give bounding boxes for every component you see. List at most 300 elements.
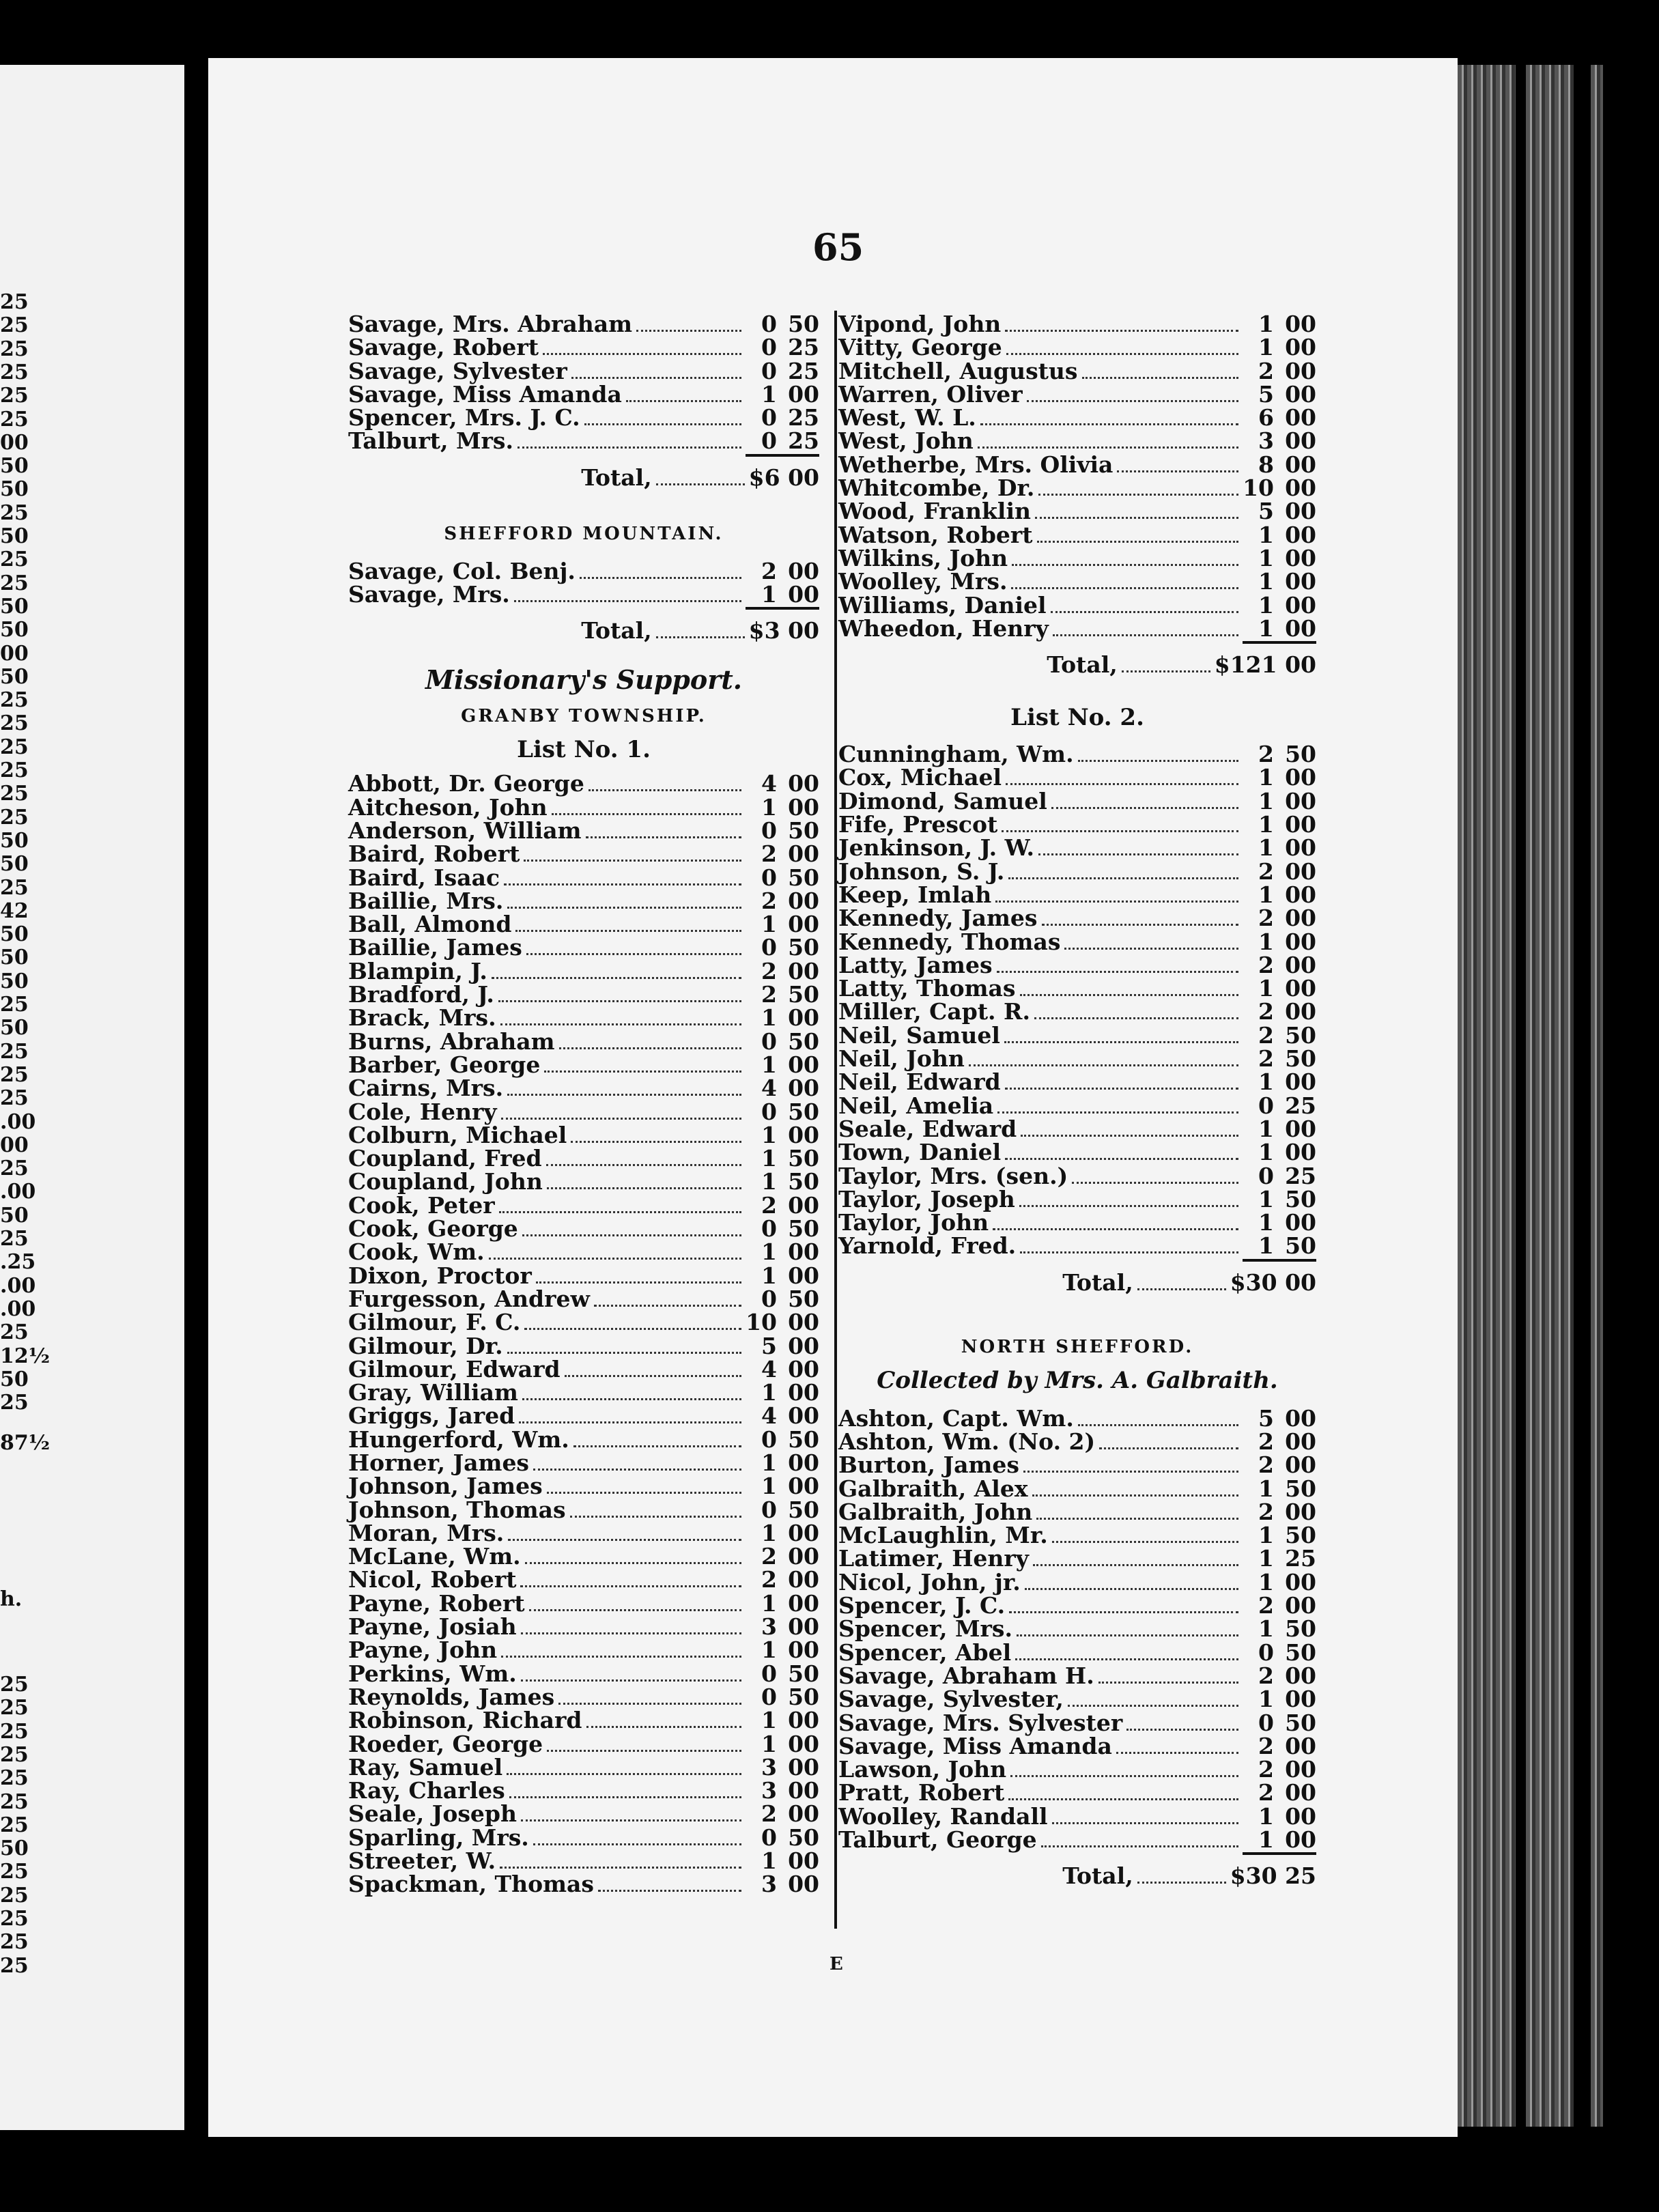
amount-cents: 00 bbox=[788, 840, 819, 868]
amount-dollars: 1 bbox=[761, 380, 777, 408]
amount-dollars: 1 bbox=[1258, 1802, 1274, 1830]
list-entry bbox=[348, 1683, 819, 1710]
list-entry bbox=[838, 881, 1316, 908]
amount-cents: 00 bbox=[1285, 881, 1316, 908]
subscription-list bbox=[348, 770, 819, 1898]
book-edge bbox=[1591, 65, 1603, 2127]
amount-dollars: 2 bbox=[761, 557, 777, 584]
amount bbox=[1243, 1045, 1316, 1072]
amount-dollars: 2 bbox=[1258, 1662, 1274, 1689]
subscriber-name: Nicol, John, jr. bbox=[838, 1568, 1021, 1596]
list-entry bbox=[838, 1522, 1316, 1549]
amount bbox=[1243, 1733, 1316, 1759]
subscriber-name: Neil, Samuel bbox=[838, 1021, 1000, 1049]
amount-dollars: 1 bbox=[761, 1145, 777, 1172]
amount bbox=[746, 1168, 819, 1195]
amount-dollars: 1 bbox=[1258, 1115, 1274, 1142]
amount-cents: 00 bbox=[788, 1051, 819, 1078]
amount-cents: 00 bbox=[788, 770, 819, 797]
amount-dollars: 4 bbox=[761, 1075, 777, 1102]
amount-dollars: 1 bbox=[761, 793, 777, 821]
amount-dollars: 1 bbox=[761, 1004, 777, 1032]
section-title: NORTH SHEFFORD. bbox=[961, 1336, 1194, 1357]
subscriber-name: Yarnold, Fred. bbox=[838, 1232, 1017, 1260]
list-entry bbox=[348, 1589, 819, 1617]
amount bbox=[1243, 858, 1316, 885]
subscriber-name: Talburt, George bbox=[838, 1826, 1037, 1854]
amount-dollars: 0 bbox=[761, 1496, 777, 1523]
amount bbox=[746, 1473, 819, 1499]
amount-cents: 25 bbox=[1285, 1162, 1316, 1189]
amount-cents: 00 bbox=[788, 1332, 819, 1359]
amount bbox=[746, 1497, 819, 1523]
amount bbox=[1243, 1186, 1316, 1213]
list-entry bbox=[348, 1309, 819, 1336]
subscription-list bbox=[838, 741, 1316, 1260]
total-amount: $30 00 bbox=[1230, 1268, 1316, 1296]
list-entry bbox=[838, 521, 1316, 548]
list-entry bbox=[838, 1185, 1316, 1213]
subscriber-name: Taylor, John bbox=[838, 1209, 989, 1236]
amount-dollars: 1 bbox=[1258, 811, 1274, 838]
list-title: List No. 1. bbox=[517, 736, 651, 764]
list-entry bbox=[838, 1115, 1316, 1142]
margin-fragment: 25 bbox=[0, 1860, 29, 1884]
margin-fragment: 25 bbox=[0, 337, 29, 361]
amount bbox=[746, 1824, 819, 1851]
amount-cents: 00 bbox=[788, 793, 819, 821]
margin-fragment: 25 bbox=[0, 735, 29, 759]
amount-cents: 00 bbox=[1285, 357, 1316, 384]
margin-fragment: .00 bbox=[0, 1180, 36, 1204]
subscriber-name: Payne, Josiah bbox=[348, 1613, 517, 1641]
amount bbox=[1243, 522, 1316, 548]
subscriber-name: Cairns, Mrs. bbox=[348, 1075, 504, 1102]
list-entry bbox=[838, 544, 1316, 571]
amount-cents: 00 bbox=[1285, 451, 1316, 478]
margin-fragment: 25 bbox=[0, 407, 29, 431]
list-entry bbox=[348, 1238, 819, 1266]
amount bbox=[746, 1402, 819, 1429]
margin-fragment: 25 bbox=[0, 1813, 29, 1837]
amount-dollars: 0 bbox=[1258, 1162, 1274, 1189]
amount-cents: 00 bbox=[1285, 975, 1316, 1002]
subscriber-name: West, John bbox=[838, 427, 974, 455]
amount bbox=[746, 1449, 819, 1476]
total-row bbox=[348, 457, 819, 491]
amount bbox=[1243, 1662, 1316, 1689]
amount-cents: 00 bbox=[1285, 1826, 1316, 1854]
amount bbox=[1243, 741, 1316, 767]
amount bbox=[1243, 1022, 1316, 1049]
amount bbox=[746, 581, 819, 608]
amount bbox=[746, 840, 819, 867]
subscriber-name: Warren, Oliver bbox=[838, 380, 1023, 408]
amount-cents: 00 bbox=[1285, 1568, 1316, 1596]
amount-cents: 50 bbox=[788, 1285, 819, 1312]
subscriber-name: Baird, Robert bbox=[348, 840, 520, 868]
margin-fragment: 25 bbox=[0, 1320, 29, 1345]
total-amount: $121 00 bbox=[1214, 651, 1316, 679]
amount-dollars: 2 bbox=[761, 840, 777, 868]
list-entry bbox=[838, 1802, 1316, 1830]
amount-dollars: 4 bbox=[761, 1402, 777, 1430]
list-entry bbox=[838, 951, 1316, 978]
list-entry bbox=[348, 404, 819, 431]
margin-fragment: 25 bbox=[0, 548, 29, 572]
list-entry bbox=[348, 840, 819, 868]
amount bbox=[1243, 788, 1316, 814]
list-entry bbox=[838, 1451, 1316, 1479]
subscriber-name: Ray, Charles bbox=[348, 1777, 505, 1804]
subscriber-name: Spencer, Abel bbox=[838, 1639, 1012, 1666]
margin-fragment: 50 bbox=[0, 922, 29, 947]
amount-cents: 00 bbox=[788, 1309, 819, 1336]
amount-dollars: 2 bbox=[1258, 1021, 1274, 1049]
section-title: SHEFFORD MOUNTAIN. bbox=[444, 523, 724, 544]
amount-cents: 00 bbox=[788, 957, 819, 984]
margin-fragment: 50 bbox=[0, 946, 29, 970]
list-entry bbox=[838, 591, 1316, 619]
subscriber-name: Baillie, Mrs. bbox=[348, 887, 504, 914]
subscriber-name: Ball, Almond bbox=[348, 911, 512, 938]
amount bbox=[1243, 404, 1316, 431]
amount bbox=[1243, 592, 1316, 619]
margin-fragment: 42 bbox=[0, 898, 29, 923]
list-entry bbox=[348, 1051, 819, 1078]
subscriber-name: Savage, Robert bbox=[348, 334, 539, 361]
amount bbox=[1243, 1615, 1316, 1642]
amount-dollars: 1 bbox=[761, 1449, 777, 1476]
amount-cents: 50 bbox=[788, 1145, 819, 1172]
list-entry bbox=[838, 1232, 1316, 1260]
subscriber-name: Savage, Col. Benj. bbox=[348, 557, 576, 584]
amount bbox=[746, 1356, 819, 1382]
amount-dollars: 0 bbox=[1258, 1092, 1274, 1119]
amount bbox=[1243, 1779, 1316, 1806]
amount-cents: 00 bbox=[788, 1519, 819, 1546]
list-entry bbox=[348, 1613, 819, 1641]
margin-fragment: 25 bbox=[0, 1391, 29, 1415]
subscriber-name: Mitchell, Augustus bbox=[838, 357, 1078, 384]
list-entry bbox=[348, 1145, 819, 1172]
list-entry bbox=[348, 1496, 819, 1523]
subscriber-name: Gilmour, Edward bbox=[348, 1355, 561, 1382]
total-label: Total, bbox=[1062, 1268, 1133, 1296]
amount-dollars: 0 bbox=[761, 1426, 777, 1453]
subscriber-name: Savage, Mrs. Abraham bbox=[348, 311, 633, 337]
amount-cents: 50 bbox=[1285, 1709, 1316, 1736]
amount-dollars: 2 bbox=[761, 1191, 777, 1219]
margin-fragment: 25 bbox=[0, 1742, 29, 1767]
amount-dollars: 0 bbox=[761, 1683, 777, 1710]
amount-dollars: 1 bbox=[761, 1730, 777, 1757]
margin-fragment: 00 bbox=[0, 641, 29, 666]
list-entry bbox=[348, 1355, 819, 1382]
amount-cents: 25 bbox=[1285, 1092, 1316, 1119]
list-entry bbox=[838, 427, 1316, 455]
list-entry bbox=[838, 741, 1316, 768]
amount-dollars: 2 bbox=[1258, 1779, 1274, 1806]
subscriber-name: Anderson, William bbox=[348, 817, 582, 844]
amount bbox=[746, 1426, 819, 1453]
right-column bbox=[838, 311, 1316, 1889]
margin-fragment: 25 bbox=[0, 1039, 29, 1064]
amount bbox=[1243, 615, 1316, 642]
total-label: Total, bbox=[581, 464, 652, 491]
subscriber-name: Horner, James bbox=[348, 1449, 530, 1476]
amount bbox=[746, 1309, 819, 1335]
subscriber-name: Ashton, Capt. Wm. bbox=[838, 1404, 1074, 1432]
amount-cents: 00 bbox=[788, 1379, 819, 1406]
column-divider bbox=[834, 311, 837, 1929]
margin-fragment: 25 bbox=[0, 500, 29, 525]
list-entry bbox=[838, 1662, 1316, 1689]
amount-cents: 00 bbox=[788, 1543, 819, 1570]
amount-cents: 00 bbox=[1285, 521, 1316, 548]
list-entry bbox=[838, 1045, 1316, 1073]
list-entry bbox=[348, 1519, 819, 1546]
amount-cents: 50 bbox=[1285, 1522, 1316, 1549]
list-entry bbox=[838, 1209, 1316, 1236]
amount bbox=[746, 1122, 819, 1148]
amount bbox=[746, 911, 819, 937]
subscriber-name: Griggs, Jared bbox=[348, 1402, 515, 1430]
amount-dollars: 1 bbox=[1258, 1686, 1274, 1713]
margin-fragment: 25 bbox=[0, 875, 29, 900]
amount-dollars: 2 bbox=[1258, 741, 1274, 768]
amount bbox=[746, 1847, 819, 1874]
amount-cents: 00 bbox=[1285, 404, 1316, 431]
amount bbox=[1243, 1475, 1316, 1502]
section-heading: Missionary's Support. bbox=[425, 664, 743, 696]
list-entry bbox=[348, 1332, 819, 1359]
amount bbox=[746, 427, 819, 454]
list-entry bbox=[838, 1779, 1316, 1806]
subscriber-name: Savage, Sylvester bbox=[348, 357, 567, 384]
margin-fragment: .00 bbox=[0, 1273, 36, 1298]
subscriber-name: Payne, John bbox=[348, 1636, 498, 1664]
amount-dollars: 3 bbox=[761, 1613, 777, 1641]
amount-cents: 00 bbox=[788, 581, 819, 608]
subscriber-name: Cook, Peter bbox=[348, 1191, 495, 1219]
amount-dollars: 1 bbox=[1258, 787, 1274, 814]
subscriber-name: Wheedon, Henry bbox=[838, 614, 1049, 642]
subscriber-name: Spencer, Mrs. J. C. bbox=[348, 404, 580, 431]
margin-fragment: 25 bbox=[0, 313, 29, 338]
amount-cents: 00 bbox=[1285, 1756, 1316, 1783]
amount-cents: 00 bbox=[1285, 905, 1316, 932]
total-amount: $30 25 bbox=[1230, 1862, 1316, 1890]
amount bbox=[746, 1660, 819, 1687]
amount bbox=[746, 1613, 819, 1640]
margin-fragment: 00 bbox=[0, 1133, 29, 1157]
amount-cents: 00 bbox=[1285, 568, 1316, 595]
amount-dollars: 10 bbox=[1243, 474, 1274, 502]
total-label: Total, bbox=[1047, 651, 1118, 679]
margin-fragment: 25 bbox=[0, 1953, 29, 1978]
amount bbox=[1243, 545, 1316, 571]
amount-cents: 00 bbox=[788, 1075, 819, 1102]
subscriber-name: Pratt, Robert bbox=[838, 1779, 1005, 1806]
margin-fragment: 50 bbox=[0, 1016, 29, 1040]
list-entry bbox=[348, 1660, 819, 1687]
list-entry bbox=[348, 1800, 819, 1828]
amount-cents: 00 bbox=[1285, 1115, 1316, 1142]
list-entry bbox=[838, 568, 1316, 595]
amount-dollars: 0 bbox=[761, 357, 777, 384]
list-entry bbox=[838, 1639, 1316, 1666]
amount-dollars: 4 bbox=[761, 1355, 777, 1382]
amount bbox=[746, 404, 819, 431]
amount-cents: 00 bbox=[788, 1262, 819, 1289]
subscriber-name: Town, Daniel bbox=[838, 1139, 1002, 1166]
list-entry bbox=[838, 451, 1316, 478]
subscriber-name: Kennedy, James bbox=[838, 905, 1038, 932]
margin-fragment: 25 bbox=[0, 290, 29, 314]
amount-cents: 00 bbox=[788, 1473, 819, 1500]
list-entry bbox=[348, 981, 819, 1008]
amount-dollars: 1 bbox=[761, 1379, 777, 1406]
amount-cents: 00 bbox=[1285, 1802, 1316, 1830]
amount bbox=[1243, 1092, 1316, 1119]
amount bbox=[1243, 1803, 1316, 1830]
township-title: GRANBY TOWNSHIP. bbox=[461, 706, 707, 727]
amount-cents: 50 bbox=[1285, 1615, 1316, 1643]
amount bbox=[1243, 1639, 1316, 1666]
subscriber-name: Galbraith, John bbox=[838, 1498, 1033, 1525]
margin-fragment: .00 bbox=[0, 1109, 36, 1134]
subscriber-name: Taylor, Joseph bbox=[838, 1185, 1015, 1213]
margin-fragment: 50 bbox=[0, 618, 29, 642]
subscriber-name: Gilmour, F. C. bbox=[348, 1309, 521, 1336]
amount bbox=[1243, 427, 1316, 454]
margin-fragment: 25 bbox=[0, 1789, 29, 1814]
list-entry bbox=[838, 1068, 1316, 1096]
amount-cents: 00 bbox=[788, 1402, 819, 1430]
list-entry bbox=[348, 911, 819, 938]
amount bbox=[746, 381, 819, 408]
amount-dollars: 5 bbox=[1258, 498, 1274, 525]
amount bbox=[746, 1754, 819, 1781]
subscriber-name: Johnson, James bbox=[348, 1473, 543, 1500]
subscriber-name: Barber, George bbox=[348, 1051, 541, 1078]
subscriber-name: Ashton, Wm. (No. 2) bbox=[838, 1428, 1096, 1455]
subscriber-name: Savage, Mrs. Sylvester bbox=[838, 1709, 1123, 1736]
amount-cents: 50 bbox=[1285, 1639, 1316, 1666]
list-entry bbox=[838, 1568, 1316, 1596]
amount bbox=[1243, 764, 1316, 791]
list-entry bbox=[838, 498, 1316, 525]
amount-dollars: 0 bbox=[761, 817, 777, 844]
list-entry bbox=[838, 357, 1316, 384]
amount-dollars: 5 bbox=[1258, 380, 1274, 408]
amount-dollars: 2 bbox=[1258, 1451, 1274, 1479]
subscriber-name: Dixon, Proctor bbox=[348, 1262, 532, 1289]
margin-fragment: 25 bbox=[0, 688, 29, 713]
amount-cents: 00 bbox=[1285, 787, 1316, 814]
subscriber-name: Brack, Mrs. bbox=[348, 1004, 496, 1032]
amount bbox=[1243, 381, 1316, 408]
subscriber-name: Coupland, Fred bbox=[348, 1145, 542, 1172]
amount-cents: 00 bbox=[788, 911, 819, 938]
amount-dollars: 1 bbox=[761, 1238, 777, 1266]
subscriber-name: Hungerford, Wm. bbox=[348, 1426, 569, 1453]
list-entry bbox=[838, 1498, 1316, 1525]
margin-fragment: 25 bbox=[0, 711, 29, 736]
amount-cents: 00 bbox=[1285, 334, 1316, 361]
list-entry bbox=[348, 1871, 819, 1898]
subscriber-name: Perkins, Wm. bbox=[348, 1660, 517, 1687]
total-label: Total, bbox=[1062, 1862, 1133, 1890]
amount-cents: 50 bbox=[788, 1660, 819, 1687]
margin-fragment: 25 bbox=[0, 1930, 29, 1955]
margin-fragment: 00 bbox=[0, 430, 29, 455]
list-entry bbox=[838, 764, 1316, 791]
amount-cents: 00 bbox=[1285, 764, 1316, 791]
amount-dollars: 3 bbox=[761, 1753, 777, 1781]
subscriber-name: Cunningham, Wm. bbox=[838, 741, 1074, 768]
amount-dollars: 6 bbox=[1258, 404, 1274, 431]
amount-dollars: 0 bbox=[761, 1098, 777, 1125]
subscriber-name: Burns, Abraham bbox=[348, 1027, 555, 1055]
list-entry bbox=[838, 905, 1316, 932]
list-entry bbox=[348, 334, 819, 361]
amount-dollars: 1 bbox=[1258, 544, 1274, 571]
amount-dollars: 1 bbox=[761, 1121, 777, 1148]
list-entry bbox=[838, 311, 1316, 337]
amount-cents: 00 bbox=[1285, 474, 1316, 502]
list-entry bbox=[838, 474, 1316, 502]
total-amount: $3 00 bbox=[748, 617, 819, 644]
amount-cents: 00 bbox=[1285, 1209, 1316, 1236]
amount bbox=[746, 1028, 819, 1055]
amount bbox=[1243, 1710, 1316, 1736]
subscriber-name: Fife, Prescot bbox=[838, 811, 998, 838]
subscription-list bbox=[348, 557, 819, 608]
amount-cents: 00 bbox=[788, 1238, 819, 1266]
amount-cents: 50 bbox=[788, 934, 819, 961]
subscriber-name: Spencer, J. C. bbox=[838, 1592, 1006, 1619]
subscriber-name: Talburt, Mrs. bbox=[348, 427, 513, 455]
amount-dollars: 1 bbox=[1258, 568, 1274, 595]
amount-dollars: 1 bbox=[761, 1519, 777, 1546]
amount-dollars: 1 bbox=[1258, 1139, 1274, 1166]
subscription-list bbox=[348, 311, 819, 455]
amount bbox=[746, 1145, 819, 1172]
amount-cents: 00 bbox=[1285, 1451, 1316, 1479]
list-entry bbox=[348, 1379, 819, 1406]
total-row bbox=[838, 1855, 1316, 1889]
amount-dollars: 2 bbox=[1258, 357, 1274, 384]
amount bbox=[746, 1051, 819, 1078]
facing-page-fragment bbox=[0, 65, 184, 2130]
subscriber-name: Latimer, Henry bbox=[838, 1545, 1029, 1572]
list-entry bbox=[348, 1121, 819, 1148]
amount-dollars: 1 bbox=[761, 1051, 777, 1078]
amount-cents: 50 bbox=[788, 1683, 819, 1710]
amount-dollars: 1 bbox=[761, 1636, 777, 1664]
amount bbox=[1243, 1686, 1316, 1712]
amount-cents: 00 bbox=[788, 1589, 819, 1617]
subscriber-name: Woolley, Mrs. bbox=[838, 568, 1008, 595]
amount-cents: 50 bbox=[788, 981, 819, 1008]
collector-line: Collected by Mrs. A. Galbraith. bbox=[877, 1366, 1278, 1394]
list-entry bbox=[348, 1262, 819, 1289]
amount bbox=[1243, 1405, 1316, 1432]
amount-dollars: 1 bbox=[1258, 614, 1274, 642]
subscriber-name: Wilkins, John bbox=[838, 544, 1008, 571]
